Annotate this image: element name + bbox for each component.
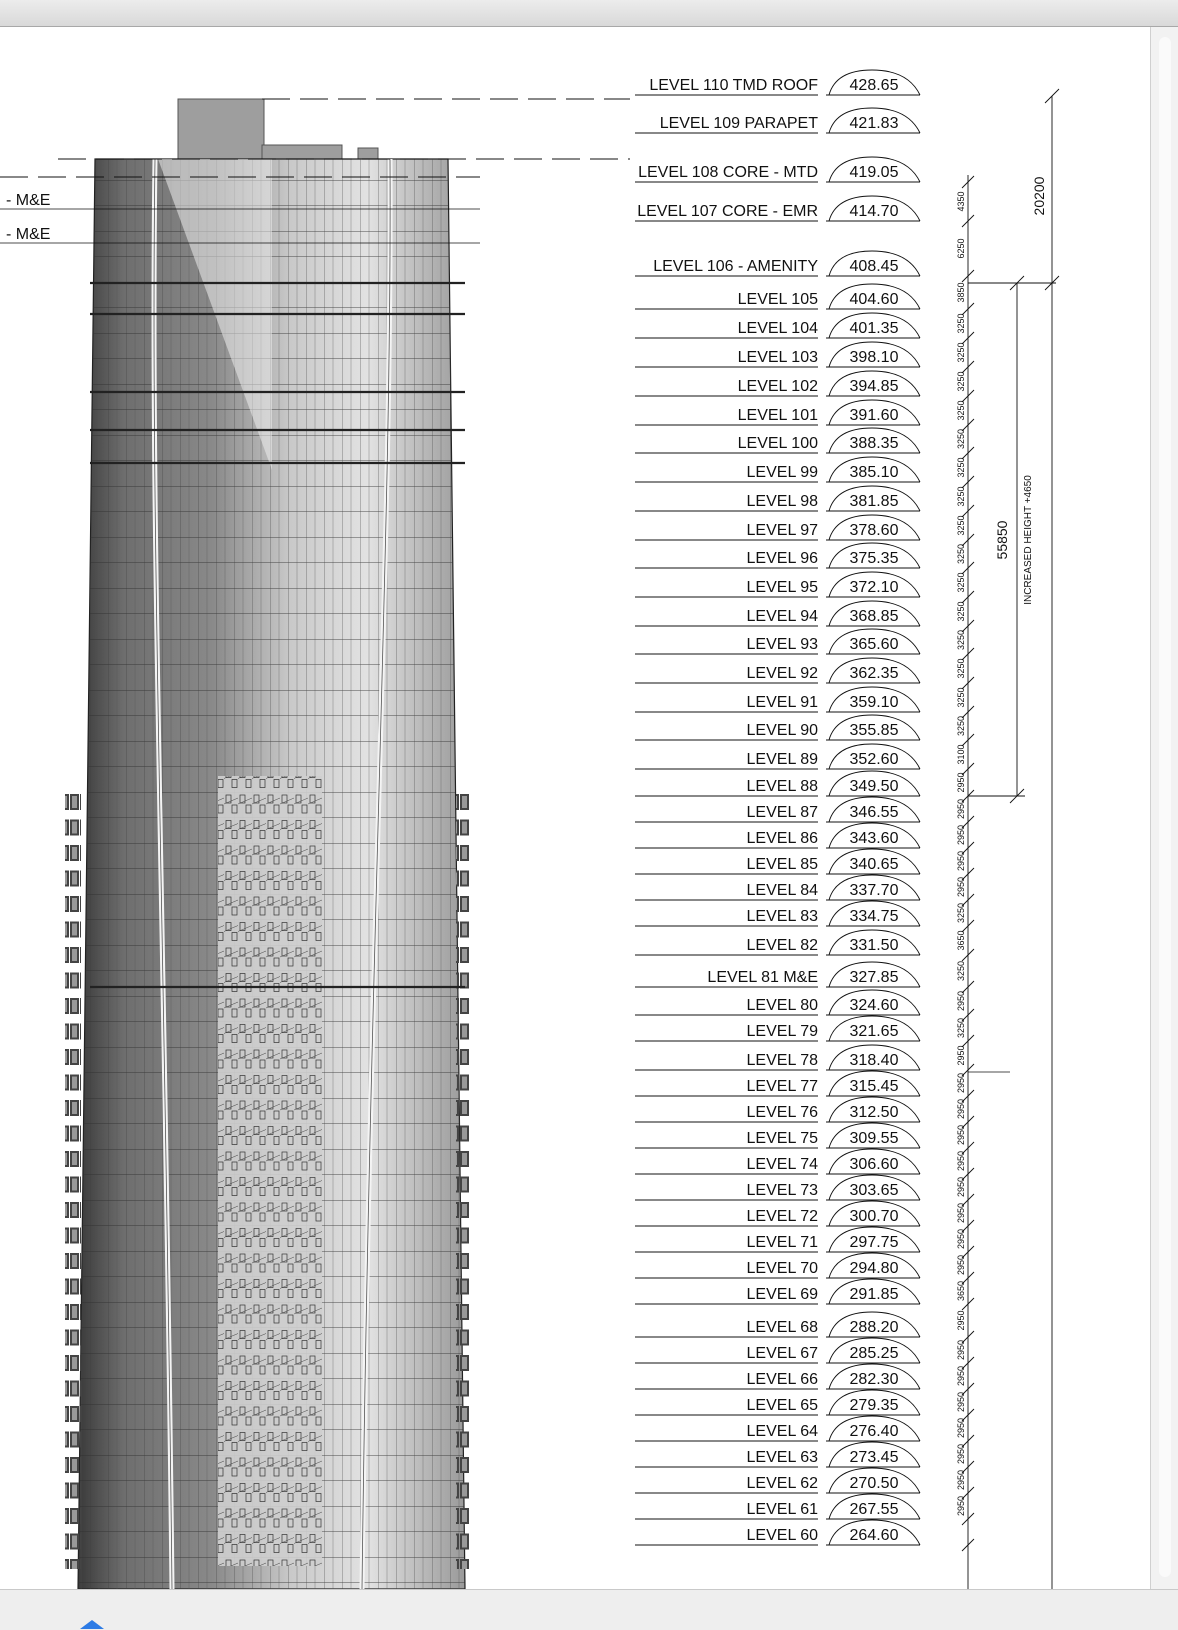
floor-height-dim: 2950 (956, 1365, 966, 1387)
elevation-value: 312.50 (849, 1104, 899, 1121)
level-label: LEVEL 102 (737, 378, 818, 395)
floor-height-dim: 2950 (956, 876, 966, 898)
drawing-viewport[interactable] (0, 27, 1150, 1589)
level-marker (635, 1071, 920, 1096)
level-label: LEVEL 70 (746, 1260, 818, 1277)
elevation-value: 315.45 (849, 1078, 899, 1095)
left-balcony-fins (65, 789, 81, 1569)
level-label: LEVEL 104 (737, 320, 818, 337)
level-label: LEVEL 64 (746, 1423, 818, 1440)
elevation-value: 318.40 (849, 1052, 899, 1069)
floor-height-dim: 3250 (956, 658, 966, 679)
level-marker (635, 1016, 920, 1041)
level-label: LEVEL 94 (746, 608, 818, 625)
left-level-label: - M&E (6, 226, 51, 243)
level-label: LEVEL 67 (746, 1345, 818, 1362)
level-marker (635, 1338, 920, 1363)
window-title-bar (0, 0, 1178, 27)
level-label: LEVEL 103 (737, 349, 818, 366)
level-label: LEVEL 97 (746, 522, 818, 539)
level-label: LEVEL 65 (746, 1397, 818, 1414)
level-label: LEVEL 77 (746, 1078, 818, 1095)
level-label: LEVEL 75 (746, 1130, 818, 1147)
level-marker (635, 1097, 920, 1122)
elevation-value: 428.65 (849, 77, 899, 94)
floor-height-dim: 2950 (956, 1098, 966, 1120)
parapet-block (262, 145, 342, 159)
elevation-value: 276.40 (849, 1423, 899, 1440)
level-label: LEVEL 92 (746, 665, 818, 682)
level-label: LEVEL 101 (737, 407, 818, 424)
elevation-drawing (0, 27, 1150, 1589)
level-marker (635, 962, 920, 987)
level-marker (635, 1416, 920, 1441)
floor-height-dim: 3250 (956, 428, 966, 450)
level-label: LEVEL 106 - AMENITY (653, 258, 818, 275)
level-label: LEVEL 84 (746, 882, 818, 899)
bottom-toolbar (0, 1589, 1178, 1630)
elevation-value: 365.60 (849, 636, 899, 653)
level-label: LEVEL 86 (746, 830, 818, 847)
floor-height-dim: 2950 (956, 1495, 966, 1517)
elevation-value: 343.60 (849, 830, 899, 847)
floor-height-dim: 2950 (956, 772, 966, 793)
level-marker (635, 196, 920, 221)
elevation-value: 401.35 (849, 320, 899, 337)
elevation-value: 394.85 (849, 378, 899, 395)
dimension-chain (956, 89, 1059, 1589)
level-marker (635, 1520, 920, 1545)
elevation-value: 368.85 (849, 608, 899, 625)
elevation-value: 334.75 (849, 908, 899, 925)
increased-height-note: INCREASED HEIGHT +4650 (1023, 475, 1034, 605)
level-label: LEVEL 71 (746, 1234, 818, 1251)
level-marker (635, 486, 920, 511)
floor-height-dim: 6250 (956, 238, 966, 259)
level-label: LEVEL 90 (746, 722, 818, 739)
level-label: LEVEL 89 (746, 751, 818, 768)
elevation-value: 375.35 (849, 550, 899, 567)
level-label: LEVEL 100 (737, 435, 818, 452)
level-marker (635, 313, 920, 338)
floor-height-dim: 3250 (956, 572, 966, 593)
elevation-value: 372.10 (849, 579, 899, 596)
floor-height-dim: 2950 (956, 1417, 966, 1439)
level-label: LEVEL 91 (746, 694, 818, 711)
level-marker (635, 629, 920, 654)
floor-height-dim: 2950 (956, 1150, 966, 1172)
level-marker (635, 744, 920, 769)
level-marker (635, 70, 920, 95)
floor-height-dim: 3250 (956, 902, 966, 924)
level-marker (635, 1175, 920, 1200)
floor-height-dim: 3250 (956, 960, 966, 982)
elevation-value: 264.60 (849, 1527, 899, 1544)
floor-height-dim: 2950 (956, 1469, 966, 1491)
level-label: LEVEL 87 (746, 804, 818, 821)
floor-height-dim: 3250 (956, 342, 966, 363)
floor-height-dim: 2950 (956, 1391, 966, 1413)
level-label: LEVEL 69 (746, 1286, 818, 1303)
level-marker (635, 1227, 920, 1252)
level-markers (635, 70, 920, 1545)
floor-height-dim: 3250 (956, 1017, 966, 1039)
elevation-value: 309.55 (849, 1130, 899, 1147)
level-marker (635, 823, 920, 848)
elevation-value: 359.10 (849, 694, 899, 711)
level-label: LEVEL 96 (746, 550, 818, 567)
elevation-value: 381.85 (849, 493, 899, 510)
level-marker (635, 601, 920, 626)
elevation-value: 321.65 (849, 1023, 899, 1040)
level-label: LEVEL 85 (746, 856, 818, 873)
floor-height-dim: 2950 (956, 1124, 966, 1146)
level-marker (635, 990, 920, 1015)
floor-height-dim: 3250 (956, 313, 966, 334)
elevation-value: 352.60 (849, 751, 899, 768)
floor-height-dim: 2950 (956, 850, 966, 872)
floor-height-dim: 3250 (956, 515, 966, 536)
floor-height-dim: 2950 (956, 1072, 966, 1094)
level-marker (635, 157, 920, 182)
level-marker (635, 658, 920, 683)
level-label: LEVEL 109 PARAPET (659, 115, 818, 132)
level-label: LEVEL 108 CORE - MTD (638, 164, 818, 181)
level-marker (635, 251, 920, 276)
lattice-facade-panel (218, 776, 322, 1566)
floor-height-dim: 2950 (956, 1228, 966, 1250)
elevation-value: 306.60 (849, 1156, 899, 1173)
level-marker (635, 342, 920, 367)
floor-height-dim: 2950 (956, 1254, 966, 1276)
level-marker (635, 849, 920, 874)
elevation-value: 355.85 (849, 722, 899, 739)
floor-height-dim: 3250 (956, 486, 966, 507)
level-marker (635, 930, 920, 955)
floor-height-dim: 2950 (956, 1443, 966, 1465)
floor-height-dim: 2950 (956, 990, 966, 1012)
level-marker (635, 1468, 920, 1493)
increased-dim-55850: 55850 (994, 520, 1010, 560)
elevation-value: 349.50 (849, 778, 899, 795)
floor-height-dim: 2950 (956, 824, 966, 846)
floor-height-dim: 2950 (956, 798, 966, 820)
elevation-value: 378.60 (849, 522, 899, 539)
elevation-value: 419.05 (849, 164, 899, 181)
level-label: LEVEL 63 (746, 1449, 818, 1466)
level-marker (635, 284, 920, 309)
level-label: LEVEL 82 (746, 937, 818, 954)
floor-height-dim: 3250 (956, 371, 966, 392)
level-label: LEVEL 74 (746, 1156, 818, 1173)
elevation-value: 285.25 (849, 1345, 899, 1362)
floor-height-dim: 3650 (956, 930, 966, 951)
level-label: LEVEL 81 M&E (707, 969, 818, 986)
floor-height-dim: 3250 (956, 457, 966, 478)
level-label: LEVEL 76 (746, 1104, 818, 1121)
level-label: LEVEL 60 (746, 1527, 818, 1544)
overall-dim-20200: 20200 (1031, 176, 1047, 216)
floor-height-dim: 3850 (956, 282, 966, 303)
level-marker (635, 1045, 920, 1070)
level-label: LEVEL 88 (746, 778, 818, 795)
elevation-value: 421.83 (849, 115, 899, 132)
elevation-value: 288.20 (849, 1319, 899, 1336)
level-label: LEVEL 61 (746, 1501, 818, 1518)
elevation-value: 300.70 (849, 1208, 899, 1225)
elevation-value: 391.60 (849, 407, 899, 424)
elevation-value: 282.30 (849, 1371, 899, 1388)
level-marker (635, 1253, 920, 1278)
left-level-label: - M&E (6, 192, 51, 209)
floor-height-dim: 4350 (956, 191, 966, 212)
level-marker (635, 1312, 920, 1337)
floor-height-dim: 3250 (956, 715, 966, 737)
elevation-value: 294.80 (849, 1260, 899, 1277)
level-marker (635, 428, 920, 453)
floor-height-dim: 2950 (956, 1339, 966, 1361)
level-marker (635, 108, 920, 133)
level-label: LEVEL 62 (746, 1475, 818, 1492)
level-label: LEVEL 83 (746, 908, 818, 925)
tmd-roof-block (178, 99, 264, 159)
floor-height-dim: 3250 (956, 687, 966, 708)
page-up-arrow-icon[interactable] (80, 1620, 104, 1629)
level-marker (635, 1364, 920, 1389)
elevation-value: 303.65 (849, 1182, 899, 1199)
level-marker (635, 687, 920, 712)
level-marker (635, 543, 920, 568)
elevation-value: 398.10 (849, 349, 899, 366)
level-marker (635, 875, 920, 900)
level-label: LEVEL 93 (746, 636, 818, 653)
level-marker (635, 901, 920, 926)
level-marker (635, 400, 920, 425)
level-marker (635, 797, 920, 822)
right-balcony-fins (456, 789, 470, 1569)
level-label: LEVEL 110 TMD ROOF (649, 77, 818, 94)
floor-height-dim: 3250 (956, 543, 966, 565)
elevation-value: 414.70 (849, 203, 899, 220)
elevation-value: 291.85 (849, 1286, 899, 1303)
tower-elevation (0, 99, 630, 1589)
elevation-value: 327.85 (849, 969, 899, 986)
level-marker (635, 1123, 920, 1148)
level-marker (635, 457, 920, 482)
level-marker (635, 1442, 920, 1467)
level-label: LEVEL 68 (746, 1319, 818, 1336)
floor-height-dim: 2950 (956, 1310, 966, 1331)
scroll-thumb[interactable] (1159, 37, 1171, 1577)
level-label: LEVEL 73 (746, 1182, 818, 1199)
elevation-value: 324.60 (849, 997, 899, 1014)
level-marker (635, 371, 920, 396)
floor-height-dim: 3100 (956, 744, 966, 765)
level-label: LEVEL 80 (746, 997, 818, 1014)
level-label: LEVEL 78 (746, 1052, 818, 1069)
floor-height-dim: 2950 (956, 1176, 966, 1198)
floor-height-dim: 3650 (956, 1280, 966, 1302)
elevation-value: 408.45 (849, 258, 899, 275)
level-label: LEVEL 72 (746, 1208, 818, 1225)
level-marker (635, 1494, 920, 1519)
elevation-value: 340.65 (849, 856, 899, 873)
level-marker (635, 1149, 920, 1174)
roof-plant-block (358, 148, 378, 159)
floor-height-dim: 2950 (956, 1045, 966, 1066)
floor-height-dim: 3250 (956, 400, 966, 421)
level-marker (635, 1279, 920, 1304)
level-label: LEVEL 79 (746, 1023, 818, 1040)
level-marker (635, 572, 920, 597)
level-marker (635, 715, 920, 740)
elevation-value: 362.35 (849, 665, 899, 682)
elevation-value: 273.45 (849, 1449, 899, 1466)
level-label: LEVEL 99 (746, 464, 818, 481)
level-marker (635, 771, 920, 796)
elevation-value: 337.70 (849, 882, 899, 899)
elevation-value: 331.50 (849, 937, 899, 954)
level-marker (635, 1201, 920, 1226)
elevation-value: 346.55 (849, 804, 899, 821)
level-marker (635, 515, 920, 540)
elevation-value: 297.75 (849, 1234, 899, 1251)
elevation-value: 279.35 (849, 1397, 899, 1414)
level-label: LEVEL 95 (746, 579, 818, 596)
level-label: LEVEL 66 (746, 1371, 818, 1388)
elevation-value: 385.10 (849, 464, 899, 481)
floor-height-dim: 3250 (956, 601, 966, 622)
elevation-value: 404.60 (849, 291, 899, 308)
level-label: LEVEL 98 (746, 493, 818, 510)
level-label: LEVEL 105 (737, 291, 818, 308)
elevation-value: 388.35 (849, 435, 899, 452)
floor-height-dim: 2950 (956, 1202, 966, 1224)
vertical-scrollbar[interactable] (1150, 27, 1178, 1589)
floor-height-dim: 3250 (956, 629, 966, 651)
elevation-value: 267.55 (849, 1501, 899, 1518)
level-label: LEVEL 107 CORE - EMR (637, 203, 818, 220)
elevation-value: 270.50 (849, 1475, 899, 1492)
level-marker (635, 1390, 920, 1415)
